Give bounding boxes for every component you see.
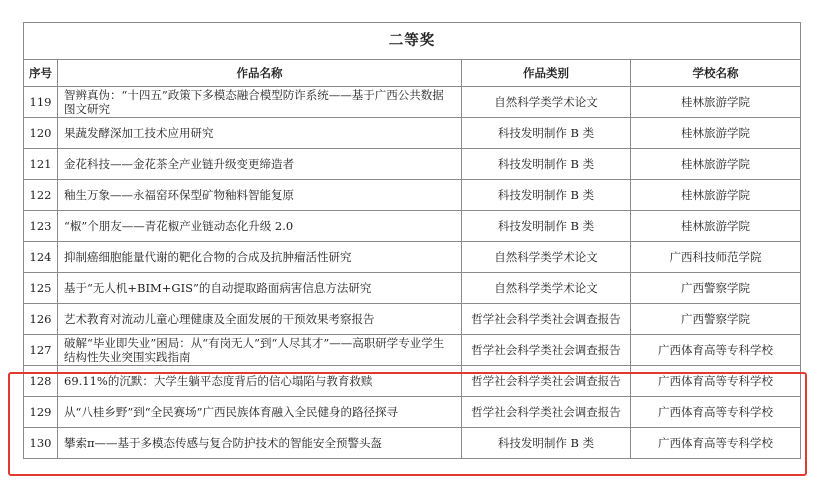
row-number: 120 — [24, 118, 58, 149]
table-header-row — [24, 60, 801, 87]
table-row — [24, 149, 801, 180]
table-row-highlighted — [24, 428, 801, 459]
row-number: 125 — [24, 273, 58, 304]
work-category: 科技发明制作 B 类 — [462, 180, 631, 211]
school-name: 广西体育高等专科学校 — [631, 397, 801, 428]
school-name: 广西体育高等专科学校 — [631, 335, 801, 366]
work-category: 科技发明制作 B 类 — [462, 149, 631, 180]
work-category: 自然科学类学术论文 — [462, 242, 631, 273]
work-name: 从“八桂乡野”到“全民赛场”广西民族体育融入全民健身的路径探寻 — [58, 397, 462, 428]
award-table-container — [23, 22, 800, 459]
table-row — [24, 273, 801, 304]
work-category: 哲学社会科学类社会调查报告 — [462, 366, 631, 397]
row-number: 124 — [24, 242, 58, 273]
work-category: 科技发明制作 B 类 — [462, 211, 631, 242]
school-name: 桂林旅游学院 — [631, 149, 801, 180]
row-number: 128 — [24, 366, 58, 397]
work-category: 科技发明制作 B 类 — [462, 118, 631, 149]
table-row-highlighted — [24, 397, 801, 428]
work-category: 哲学社会科学类社会调查报告 — [462, 335, 631, 366]
header-serial-number: 序号 — [24, 60, 58, 87]
work-name: 釉生万象——永福窑环保型矿物釉料智能复原 — [58, 180, 462, 211]
work-category: 哲学社会科学类社会调查报告 — [462, 397, 631, 428]
row-number: 122 — [24, 180, 58, 211]
header-school-name: 学校名称 — [631, 60, 801, 87]
table-row — [24, 242, 801, 273]
school-name: 桂林旅游学院 — [631, 180, 801, 211]
school-name: 广西体育高等专科学校 — [631, 428, 801, 459]
award-table — [23, 22, 801, 459]
table-title-row — [24, 23, 801, 60]
table-row — [24, 118, 801, 149]
work-name: 69.11%的沉默：大学生躺平态度背后的信心塌陷与教育救赎 — [58, 366, 462, 397]
work-category: 自然科学类学术论文 — [462, 273, 631, 304]
school-name: 桂林旅游学院 — [631, 118, 801, 149]
work-name: 基于“无人机+BIM+GIS”的自动提取路面病害信息方法研究 — [58, 273, 462, 304]
row-number: 129 — [24, 397, 58, 428]
work-name: 破解“毕业即失业”困局：从“有岗无人”到“人尽其才”——高职研学专业学生结构性失业突围实践指南 — [58, 335, 462, 366]
table-row — [24, 211, 801, 242]
work-category: 哲学社会科学类社会调查报告 — [462, 304, 631, 335]
school-name: 广西科技师范学院 — [631, 242, 801, 273]
school-name: 桂林旅游学院 — [631, 87, 801, 118]
school-name: 桂林旅游学院 — [631, 211, 801, 242]
row-number: 127 — [24, 335, 58, 366]
work-category: 自然科学类学术论文 — [462, 87, 631, 118]
work-name: 攀索π——基于多模态传感与复合防护技术的智能安全预警头盔 — [58, 428, 462, 459]
table-row — [24, 180, 801, 211]
row-number: 123 — [24, 211, 58, 242]
table-row — [24, 335, 801, 366]
header-work-category: 作品类别 — [462, 60, 631, 87]
school-name: 广西体育高等专科学校 — [631, 366, 801, 397]
school-name: 广西警察学院 — [631, 304, 801, 335]
row-number: 121 — [24, 149, 58, 180]
work-name: 金花科技——金花茶全产业链升级变更缔造者 — [58, 149, 462, 180]
row-number: 130 — [24, 428, 58, 459]
table-row — [24, 304, 801, 335]
row-number: 119 — [24, 87, 58, 118]
work-name: 抑制癌细胞能量代谢的靶化合物的合成及抗肿瘤活性研究 — [58, 242, 462, 273]
header-work-name: 作品名称 — [58, 60, 462, 87]
work-name: “椒”个朋友——青花椒产业链动态化升级 2.0 — [58, 211, 462, 242]
work-category: 科技发明制作 B 类 — [462, 428, 631, 459]
school-name: 广西警察学院 — [631, 273, 801, 304]
table-row — [24, 87, 801, 118]
work-name: 艺术教育对流动儿童心理健康及全面发展的干预效果考察报告 — [58, 304, 462, 335]
row-number: 126 — [24, 304, 58, 335]
work-name: 果蔬发酵深加工技术应用研究 — [58, 118, 462, 149]
work-name: 智辨真伪：“十四五”政策下多模态融合模型防诈系统——基于广西公共数据图文研究 — [58, 87, 462, 118]
table-row-highlighted — [24, 366, 801, 397]
table-title: 二等奖 — [24, 23, 801, 60]
